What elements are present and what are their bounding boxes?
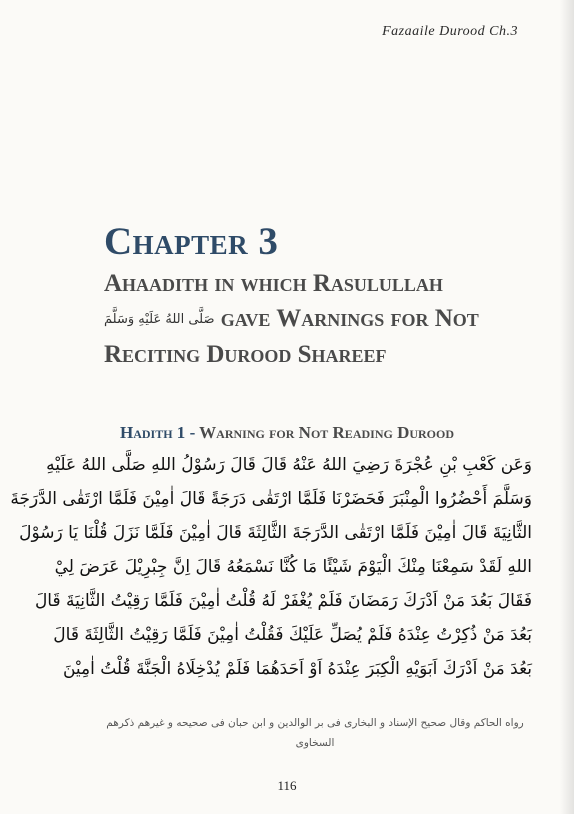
chapter-subtitle-part1: Ahaadith in which Rasulullah [104,270,443,297]
chapter-subtitle [104,266,544,372]
running-head: Fazaaile Durood Ch.3 [382,24,518,39]
hadith-heading [0,421,574,445]
arabic-line: بَعُدَ مَنْ ذُكِرْتُ عِنْدَهُ فَلَمْ يُصَلِّ عَلَيْكَ فَقُلْتُ اٰمِيْنَ فَلَمَّا رَقِيْتُ الثَّالِثَةَ قَالَ [53,625,532,645]
arabic-line: اللهِ لَقَدْ سَمِعْنَا مِنْكَ الْيَوْمَ شَيْئًا مَا كُنَّا نَسْمَعُهُ قَالَ اِنَّ جِبْرِيْلَ عَرَضَ لِيْ [54,557,532,577]
chapter-subtitle-part2: gave Warnings for Not Reciting Durood Shareef [104,305,479,368]
arabic-line: بَعُدَ مَنْ اَدْرَكَ اَبَوَيْهِ الْكِبَرَ عِنْدَهُ اَوْ اَحَدَهُمَا فَلَمْ يُدْخِلَاهُ الْجَنَّةَ قُلْتُ اٰمِيْنَ [62,659,532,679]
arabic-line: فَقَالَ بَعُدَ مَنْ اَدْرَكَ رَمَضَانَ فَلَمْ يُغْفَرْ لَهُ قُلْتُ اٰمِيْنَ فَلَمَّا رَقِيْتُ الثَّانِيَةَ قَالَ [34,591,532,611]
arabic-line: الثَّانِيَةَ قَالَ اٰمِيْنَ فَلَمَّا ارْتَقٰى الدَّرَجَةَ الثَّالِثَةَ قَالَ اٰمِيْنَ فَلَمَّا نَزَلَ قُلْنَا يَا رَسُوْلَ [19,523,532,543]
page-number: 116 [277,778,297,793]
hadith-title: Warning for Not Reading Durood [199,423,455,442]
reference-line: السخاوی [295,737,335,749]
arabic-line: وَسَلَّمَ أَحْضُرُوا الْمِنْبَرَ فَحَضَرْنَا فَلَمَّا ارْتَقٰى دَرَجَةً قَالَ اٰمِيْنَ فَلَمَّا ارْتَقٰى الدَّرَجَةَ [10,489,532,509]
reference-line: رواه الحاكم وقال صحيح الإسناد و البخاری فی بر الوالدین و ابن حبان فی صحیحه و غیرهم ذكرهم [106,717,524,729]
arabic-line: وَعَن كَعْبِ بْنِ عُجْرَةَ رَضِيَ اللهُ عَنْهُ قَالَ قَالَ رَسُوْلُ اللهِ صَلَّى اللهُ عَلَيْهِ [46,455,532,475]
salutation-calligraphy: صَلَّى اللهُ عَلَيْهِ وَسَلَّمَ [104,312,215,327]
hadith-heading-separator: - [185,423,200,442]
hadith-arabic-text [10,448,532,686]
chapter-title: Chapter 3 [104,220,279,263]
hadith-number: Hadith 1 [119,423,186,442]
hadith-reference [98,713,532,753]
page-edge-shadow [560,0,574,814]
